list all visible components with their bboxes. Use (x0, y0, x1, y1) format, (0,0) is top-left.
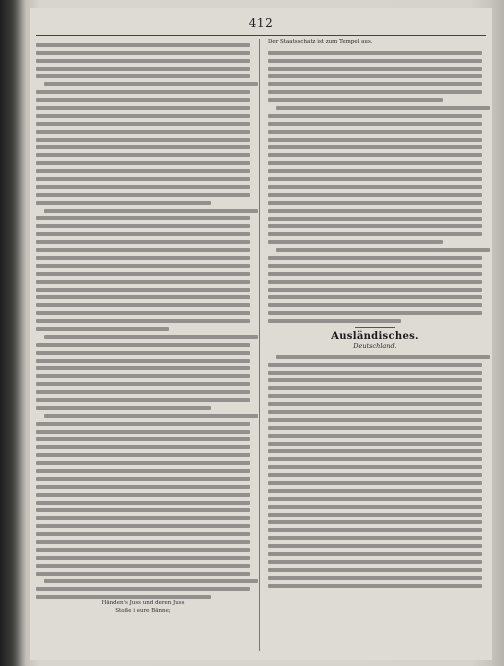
text-line (268, 67, 482, 71)
text-line (268, 224, 482, 228)
text-line (36, 508, 250, 512)
text-line (268, 303, 482, 307)
text-line (36, 51, 250, 55)
text-line (268, 153, 482, 157)
text-line (268, 193, 482, 197)
text-line (44, 335, 258, 339)
text-line (268, 264, 482, 268)
text-line (268, 122, 482, 126)
text-line (268, 442, 482, 446)
text-line (268, 145, 482, 149)
text-line (36, 485, 250, 489)
text-line (268, 232, 482, 236)
text-line (36, 74, 250, 78)
text-line (36, 295, 250, 299)
text-line (36, 169, 250, 173)
newspaper-page (30, 8, 492, 660)
text-line (276, 355, 490, 359)
text-line (36, 90, 250, 94)
text-line (268, 130, 482, 134)
text-line (44, 414, 258, 418)
text-line (36, 564, 250, 568)
text-line (36, 59, 250, 63)
text-line (36, 256, 250, 260)
text-line (268, 114, 482, 118)
text-line (268, 473, 482, 477)
text-line (36, 390, 250, 394)
text-line (268, 169, 482, 173)
text-line (268, 363, 482, 367)
text-line (36, 343, 250, 347)
text-line (268, 272, 482, 276)
text-line (36, 303, 250, 307)
verse-line: Stoße i eure Bänne; (115, 608, 171, 615)
text-line (268, 576, 482, 580)
text-line (36, 374, 250, 378)
text-line (36, 501, 250, 505)
text-line (36, 540, 250, 544)
text-line (268, 465, 482, 469)
text-line (36, 177, 250, 181)
text-line (268, 217, 482, 221)
text-line (268, 584, 482, 588)
text-line (36, 469, 250, 473)
text-line (36, 398, 250, 402)
text-line (268, 426, 482, 430)
text-line (36, 430, 250, 434)
text-line (268, 256, 482, 260)
text-line (268, 568, 482, 572)
text-line (36, 532, 250, 536)
text-line (36, 67, 250, 71)
text-line (268, 311, 482, 315)
text-line (36, 43, 250, 47)
text-line (268, 51, 482, 55)
section-divider (355, 327, 395, 328)
text-line (36, 319, 250, 323)
text-line (36, 130, 250, 134)
text-line (268, 418, 482, 422)
verse-line: Händen's Juss und deren Juss (101, 600, 185, 607)
text-line (268, 378, 482, 382)
right-text-column (268, 39, 482, 651)
text-line (36, 272, 250, 276)
text-line (36, 366, 250, 370)
text-line (44, 579, 258, 583)
text-line (268, 177, 482, 181)
text-line (36, 595, 211, 599)
page-number: 412 (248, 16, 274, 30)
text-line (36, 280, 250, 284)
text-line (268, 513, 482, 517)
text-line (36, 548, 250, 552)
left-text-column (36, 39, 250, 651)
text-line (268, 240, 443, 244)
column-first-line: Der Staatsschatz ist zum Tempel aus. (268, 39, 373, 45)
text-line (36, 248, 250, 252)
text-line (36, 437, 250, 441)
text-line (36, 138, 250, 142)
text-line (276, 106, 490, 110)
text-line (36, 382, 250, 386)
text-line (268, 552, 482, 556)
text-line (36, 516, 250, 520)
text-line (36, 359, 250, 363)
text-line (268, 386, 482, 390)
text-line (36, 114, 250, 118)
text-line (268, 410, 482, 414)
text-line (268, 505, 482, 509)
text-line (36, 185, 250, 189)
text-line (268, 82, 482, 86)
text-line (36, 453, 250, 457)
text-line (36, 106, 250, 110)
text-line (268, 449, 482, 453)
book-binding-shadow (0, 0, 26, 666)
text-line (268, 161, 482, 165)
text-line (268, 185, 482, 189)
text-line (36, 572, 250, 576)
column-divider (259, 39, 260, 651)
text-line (36, 232, 250, 236)
text-line (268, 481, 482, 485)
text-line (276, 248, 490, 252)
text-line (268, 371, 482, 375)
text-line (268, 560, 482, 564)
text-line (36, 422, 250, 426)
text-line (268, 536, 482, 540)
text-line (268, 288, 482, 292)
text-line (36, 461, 250, 465)
text-line (36, 240, 250, 244)
text-line (268, 434, 482, 438)
text-line (268, 528, 482, 532)
text-line (268, 90, 482, 94)
text-line (268, 457, 482, 461)
text-line (268, 295, 482, 299)
text-line (36, 98, 250, 102)
text-line (36, 493, 250, 497)
text-line (36, 122, 250, 126)
foreign-news-subheading: Deutschland. (353, 341, 397, 350)
text-line (36, 216, 250, 220)
foreign-news-heading: Ausländisches. (331, 331, 419, 343)
text-line (44, 82, 258, 86)
text-line (268, 280, 482, 284)
text-line (36, 264, 250, 268)
text-line (268, 402, 482, 406)
text-line (36, 406, 211, 410)
text-line (268, 59, 482, 63)
header-rule (36, 35, 486, 36)
text-line (36, 145, 250, 149)
text-line (268, 489, 482, 493)
text-line (36, 587, 250, 591)
text-line (268, 138, 482, 142)
text-line (36, 193, 250, 197)
text-line (36, 351, 250, 355)
text-line (268, 497, 482, 501)
text-line (36, 288, 250, 292)
text-line (268, 394, 482, 398)
text-line (36, 445, 250, 449)
text-line (36, 161, 250, 165)
text-line (268, 201, 482, 205)
text-line (36, 201, 211, 205)
text-line (36, 327, 169, 331)
text-line (268, 544, 482, 548)
text-line (44, 209, 258, 213)
text-line (268, 319, 401, 323)
text-line (36, 556, 250, 560)
text-line (36, 477, 250, 481)
text-line (268, 520, 482, 524)
text-line (268, 209, 482, 213)
text-line (268, 74, 482, 78)
text-line (36, 524, 250, 528)
text-line (36, 311, 250, 315)
text-line (36, 153, 250, 157)
text-line (36, 224, 250, 228)
text-line (268, 98, 443, 102)
